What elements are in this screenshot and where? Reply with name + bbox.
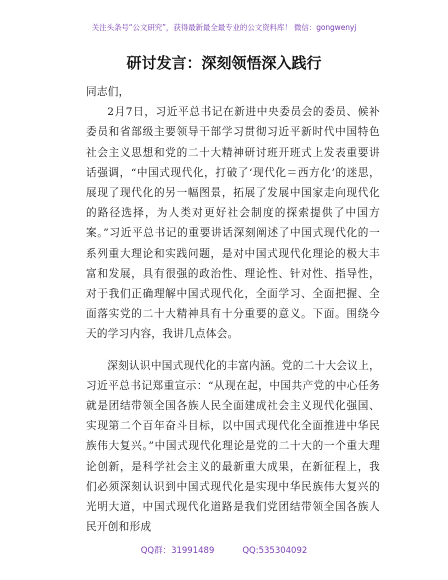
footer-qq: QQ:535304092 <box>242 546 308 556</box>
paragraph-2: 深刻认识中国式现代化的丰富内涵。党的二十大会议上，习近平总书记郑重宣示：“从现在起，中国共产党的中心任务就是团结带领全国各族人民全面建成社会主义现代化强国、实现第二个百年奋斗目标，以中国式现代化全面推进中华民族伟大复兴。”中国式现代化理论是党的二十大的一个重大理论创新，是科学社会主义的最新重大成果，在新征程上，我们必须深刻认识到中国式现代化是实现中华民族伟大复兴的光明大道，中国式现代化道路是我们党团结带领全国各族人民开创和形成 <box>86 359 380 534</box>
footer-qq-group: QQ群：31991489 <box>140 546 215 556</box>
footer <box>0 544 448 556</box>
greeting: 同志们， <box>86 86 130 98</box>
header-banner: 关注头条号“公文研究”，获得最新最全最专业的公文资料库！ 微信：gongwenyj <box>91 23 357 32</box>
page-title: 研讨发言：深刻领悟深入践行 <box>126 54 322 72</box>
document-body <box>86 82 380 537</box>
paragraph-1: 2月7日，习近平总书记在新进中央委员会的委员、候补委员和省部级主要领导干部学习贯彻习近平新时代中国特色社会主义思想和党的二十大精神研讨班开班式上发表重要讲话强调，“中国式现代化，打破了‘现代化＝西方化’的迷思，展现了现代化的另一幅图景，拓展了发展中国家走向现代化的路径选择，为人类对更好社会制度的探索提供了中国方案。”习近平总书记的重要讲话深刻阐述了中国式现代化的一系列重大理论和实践问题，是对中国式现代化理论的极大丰富和发展，具有很强的政治性、理论性、针对性、指导性，对于我们正确理解中国式现代化，全面学习、全面把握、全面落实党的二十大精神具有十分重要的意义。下面。围绕今天的学习内容，我讲几点体会。 <box>86 106 380 341</box>
